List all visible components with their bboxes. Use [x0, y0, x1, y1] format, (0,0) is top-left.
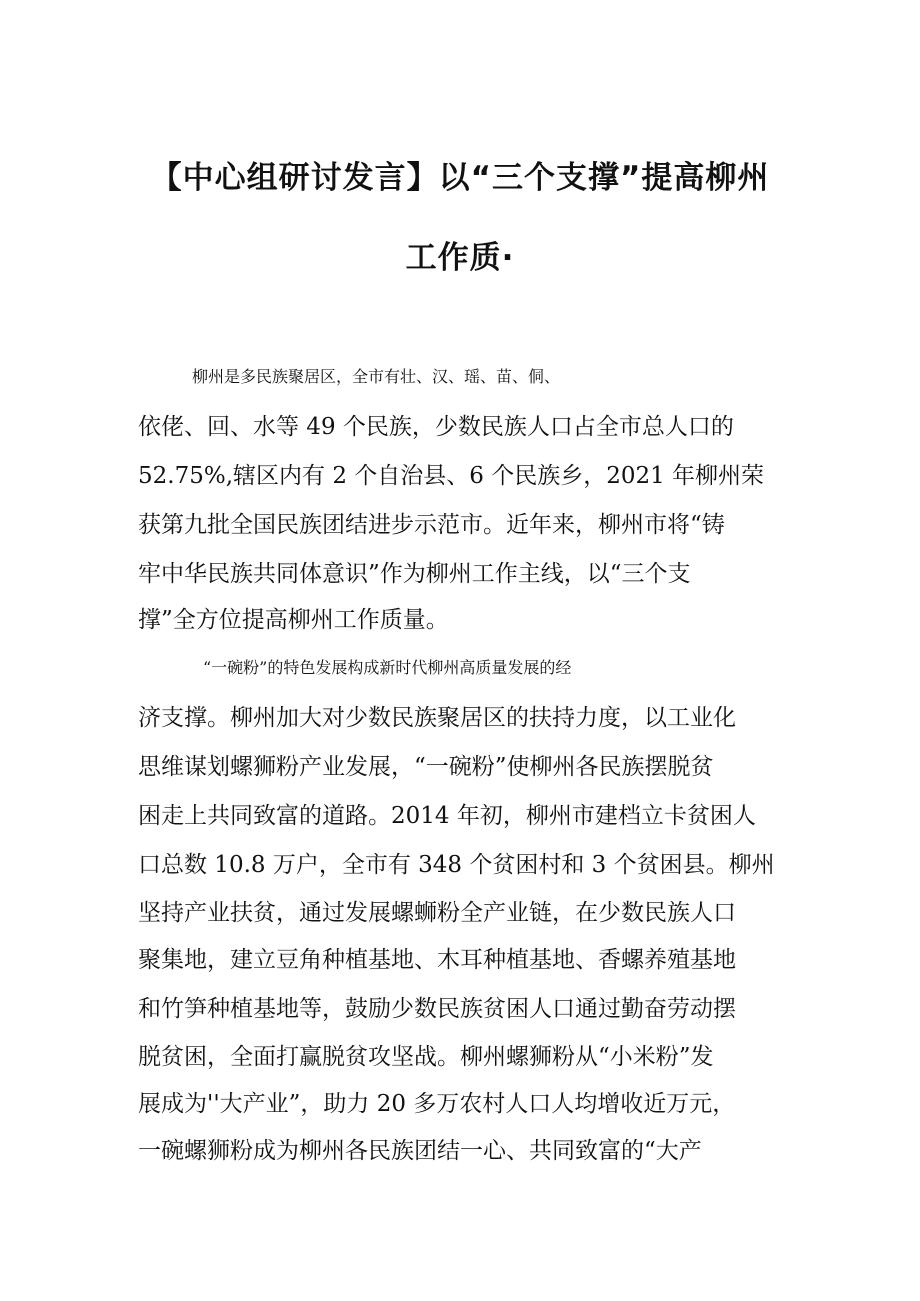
paragraph-2-line-7: 聚集地，建立豆角种植基地、木耳种植基地、香螺养殖基地: [138, 947, 736, 973]
paragraph-2-line-1: “一碗粉”的特色发展构成新时代柳州高质量发展的经: [203, 658, 572, 677]
paragraph-1-line-1: 柳州是多民族聚居区，全市有壮、汉、瑶、苗、侗、: [192, 367, 561, 386]
paragraph-2-line-2: 济支撑。柳州加大对少数民族聚居区的扶持力度，以工业化: [138, 705, 736, 731]
document-title-line-1: 【中心组研讨发言】以“三个支撑”提高柳州: [150, 160, 770, 196]
paragraph-1-line-3: 52.75%,辖区内有 2 个自治县、6 个民族乡，2021 年柳州荣: [138, 463, 765, 489]
paragraph-1-line-4: 获第九批全国民族团结进步示范市。近年来，柳州市将“铸: [138, 512, 725, 538]
paragraph-1-line-2: 依佬、回、水等 49 个民族，少数民族人口占全市总人口的: [138, 414, 734, 440]
paragraph-2-line-11: 一碗螺狮粉成为柳州各民族团结一心、共同致富的“大产: [138, 1138, 702, 1164]
paragraph-2-line-3: 思维谋划螺狮粉产业发展，“一碗粉”使柳州各民族摆脱贫: [138, 754, 714, 780]
paragraph-2-line-8: 和竹笋种植基地等，鼓励少数民族贫困人口通过勤奋劳动摆: [138, 996, 736, 1022]
paragraph-2-line-4: 困走上共同致富的道路。2014 年初，柳州市建档立卡贫困人: [138, 803, 756, 829]
paragraph-2-line-5: 口总数 10.8 万户，全市有 348 个贫困村和 3 个贫困县。柳州: [138, 852, 775, 878]
paragraph-1-line-5: 牢中华民族共同体意识”作为柳州工作主线，以“三个支: [138, 561, 691, 587]
document-title-line-2: 工作质·: [405, 240, 515, 276]
paragraph-2-line-9: 脱贫困，全面打赢脱贫攻坚战。柳州螺狮粉从“小米粉”发: [138, 1044, 714, 1070]
paragraph-2-line-10: 展成为''大产业”，助力 20 多万农村人口人均增收近万元，: [138, 1091, 736, 1117]
paragraph-2-line-6: 坚持产业扶贫，通过发展螺蛳粉全产业链，在少数民族人口: [138, 900, 736, 926]
paragraph-1-line-6: 撑”全方位提高柳州工作质量。: [138, 607, 449, 633]
